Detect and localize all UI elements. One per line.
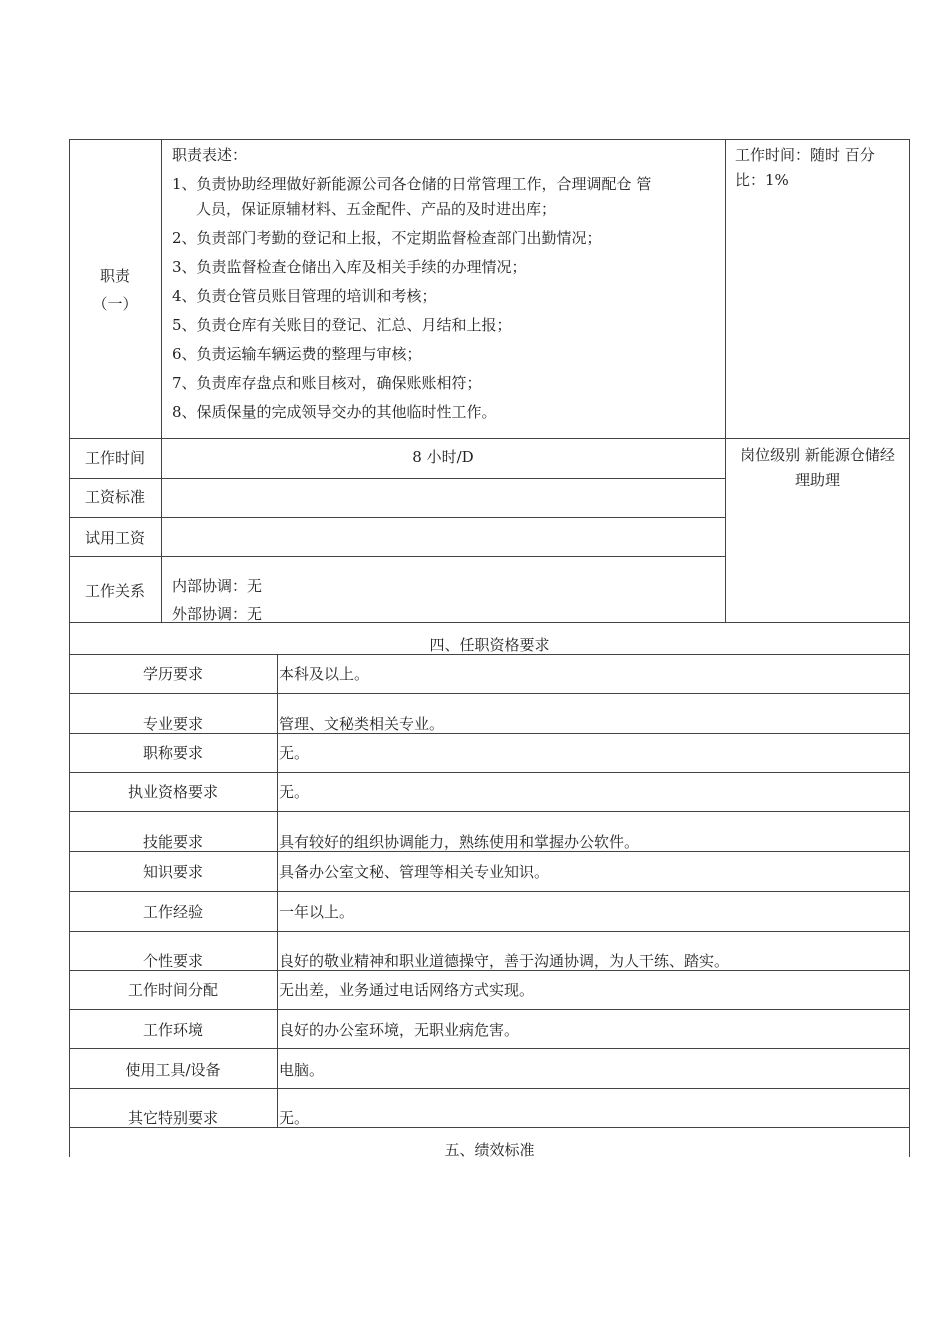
qualification-label: 技能要求 (142, 833, 203, 851)
duty-time-note: 工作时间：随时 百分 (735, 146, 875, 164)
qualification-value: 具备办公室文秘、管理等相关专业知识。 (279, 863, 550, 881)
qualification-label: 知识要求 (142, 863, 203, 881)
salary-label: 工资标准 (84, 488, 145, 506)
qualification-label: 职称要求 (142, 744, 203, 762)
duty-item: 3、负责监督检查仓储出入库及相关手续的办理情况； (172, 258, 527, 276)
qualification-label: 工作环境 (142, 1021, 203, 1039)
position-level: 岗位级别 新能源仓储经 (740, 446, 895, 464)
duty-item: 2、负责部门考勤的登记和上报，不定期监督检查部门出勤情况； (172, 229, 602, 247)
duty-item: 7、负责库存盘点和账目核对，确保账账相符； (172, 374, 482, 392)
duties-row-label-sub: （一） (92, 295, 138, 313)
qualification-label: 工作时间分配 (127, 981, 218, 999)
duty-item: 4、负责仓管员账目管理的培训和考核； (172, 287, 437, 305)
duty-item: 1、负责协助经理做好新能源公司各仓储的日常管理工作，合理调配仓 管 (172, 175, 652, 193)
trial-salary-label: 试用工资 (84, 529, 145, 547)
qualification-value: 本科及以上。 (279, 665, 370, 683)
work-time-label: 工作时间 (84, 449, 145, 467)
work-relation-label: 工作关系 (84, 582, 145, 600)
qualification-value: 良好的办公室环境，无职业病危害。 (279, 1021, 520, 1039)
duties-heading: 职责表述： (172, 146, 248, 164)
work-time-value: 8 小时/D (412, 448, 474, 466)
internal-coordination: 内部协调：无 (172, 577, 263, 595)
qualification-label: 个性要求 (142, 952, 203, 970)
qualification-value: 无。 (279, 1109, 310, 1127)
section-title: 四、任职资格要求 (429, 636, 550, 654)
qualification-value: 无。 (279, 783, 310, 801)
duty-time-note-cont: 比：1% (735, 171, 789, 189)
qualification-value: 一年以上。 (279, 903, 355, 921)
qualification-label: 工作经验 (142, 903, 203, 921)
qualification-value: 具有较好的组织协调能力，熟练使用和掌握办公软件。 (279, 833, 640, 851)
qualification-value: 管理、文秘类相关专业。 (279, 715, 445, 733)
qualification-label: 其它特别要求 (127, 1109, 218, 1127)
qualification-label: 执业资格要求 (127, 783, 218, 801)
duties-row-label: 职责 (99, 267, 130, 285)
qualification-label: 专业要求 (142, 715, 203, 733)
duty-item: 6、负责运输车辆运费的整理与审核； (172, 345, 422, 363)
qualification-value: 无。 (279, 744, 310, 762)
duty-item: 5、负责仓库有关账目的登记、汇总、月结和上报； (172, 316, 512, 334)
qualification-value: 电脑。 (279, 1061, 325, 1079)
qualification-label: 使用工具/设备 (125, 1061, 221, 1079)
duty-item: 8、保质保量的完成领导交办的其他临时性工作。 (172, 403, 497, 421)
position-level-cont: 理助理 (794, 471, 840, 489)
external-coordination: 外部协调：无 (172, 605, 263, 623)
duty-item-continuation: 人员，保证原辅材料、五金配件、产品的及时进出库； (196, 200, 557, 218)
section-title: 五、绩效标准 (444, 1141, 535, 1159)
qualification-value: 无出差，业务通过电话网络方式实现。 (279, 981, 535, 999)
qualification-value: 良好的敬业精神和职业道德操守，善于沟通协调，为人干练、踏实。 (279, 952, 730, 970)
qualification-label: 学历要求 (142, 665, 203, 683)
